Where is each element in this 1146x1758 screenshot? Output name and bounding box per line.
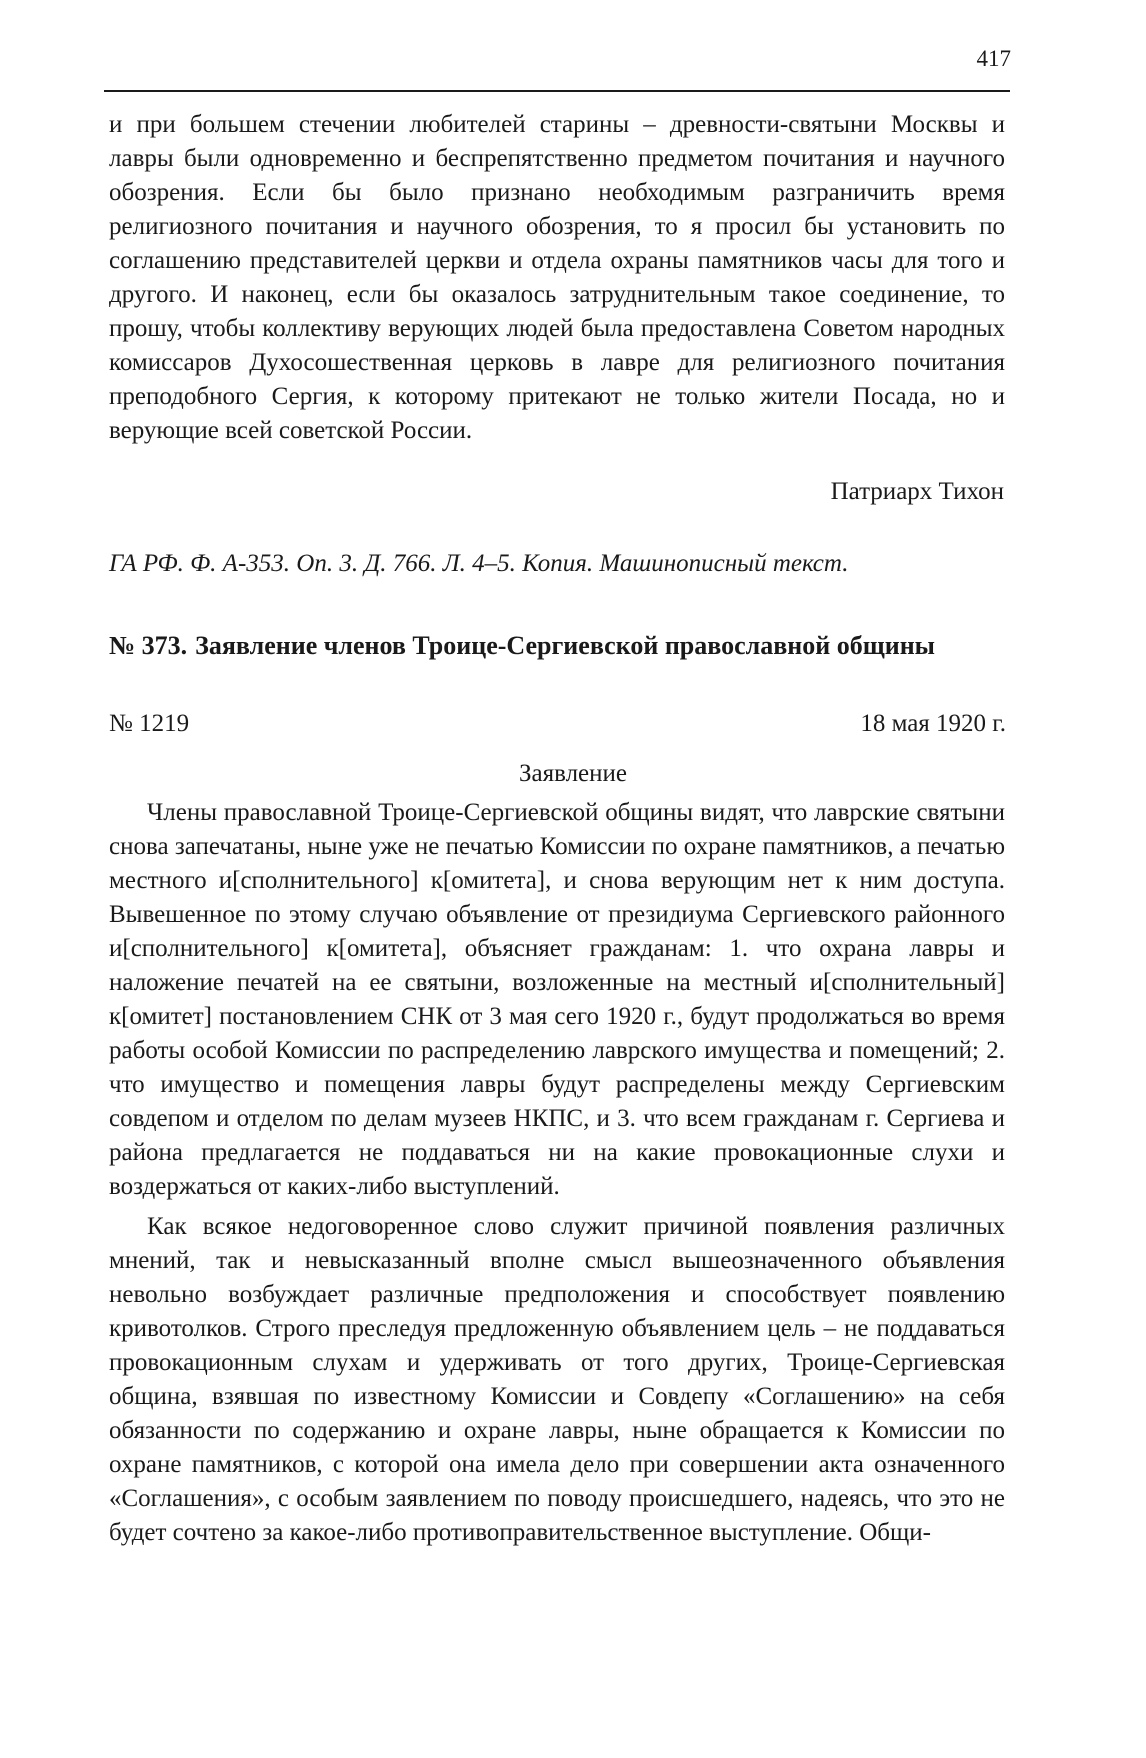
document-title [109, 628, 969, 664]
paragraph: Члены православной Троице-Сергиевской общины видят, что лаврские святыни снова запечатаны, ныне уже не печатью Комиссии по охране памятников, а печатью местного и[сполнительного] к[омитета], и снова верующим нет к ним доступа. Вывешенное по этому случаю объявление от президиума Сергиевского районного и[сполнительного] к[омитета], объясняет гражданам: 1. что охрана лавры и наложение печатей на ее святыни, возложенные на местный и[сполнительный] к[омитет] постановлением СНК от 3 мая сего 1920 г., будут продолжаться во время работы особой Комиссии по распределению лаврского имущества и помещений; 2. что имущество и помещения лавры будут распределены между Сергиевским совдепом и отделом по делам музеев НКПС, и 3. что всем гражданам г. Сергиева и района предлагается не поддаваться ни на какие провокационные слухи и воздержаться от каких-либо выступлений. [109, 799, 1005, 1200]
paragraph: и при большем стечении любителей старины – древности-святыни Москвы и лавры были одновременно и беспрепятственно предметом почитания и научного обозрения. Если бы было признано необходимым разграничить время религиозного почитания и научного обозрения, то я просил бы установить по соглашению представителей церкви и отдела охраны памятников часы для того и другого. И наконец, если бы оказалось затруднительным такое соединение, то прошу, чтобы коллективу верующих людей была предоставлена Советом народных комиссаров Духосошественная церковь в лавре для религиозного почитания преподобного Сергия, к которому притекают не только жители Посада, но и верующие всей советской России. [109, 111, 1005, 444]
paragraph: Как всякое недоговоренное слово служит причиной появления различных мнений, так и невысказанный вполне смысл вышеозначенного объявления невольно возбуждает различные предположения и способствует появлению кривотолков. Строго преследуя предложенную объявлением цель – не поддаваться провокационным слухам и удерживать от того других, Троице-Сергиевская община, взявшая по известному Комиссии и Совдепу «Соглашению» на себя обязанности по содержанию и охране лавры, ныне обращается к Комиссии по охране памятников, с которой она имела дело при совершении акта означенного «Соглашения», с особым заявлением по поводу происшедшего, надеясь, что это не будет сочтено за какое-либо противоправительственное выступление. Общи- [109, 1213, 1005, 1546]
archive-reference: ГА РФ. Ф. А-353. Оп. 3. Д. 766. Л. 4–5. Копия. Машинописный текст. [109, 550, 849, 577]
previous-document-text [109, 108, 1005, 448]
document-heading: Заявление [518, 760, 628, 787]
registry-number: № 1219 [109, 710, 190, 737]
page-number: 417 [976, 46, 1011, 71]
document-title-text: Заявление членов Троице-Сергиевской православной общины [195, 631, 935, 660]
signature: Патриарх Тихон [830, 478, 1004, 505]
header-rule [104, 90, 1010, 92]
document-body [109, 796, 1005, 1556]
document-date: 18 мая 1920 г. [860, 710, 1006, 737]
document-number: № 373. [109, 631, 188, 660]
